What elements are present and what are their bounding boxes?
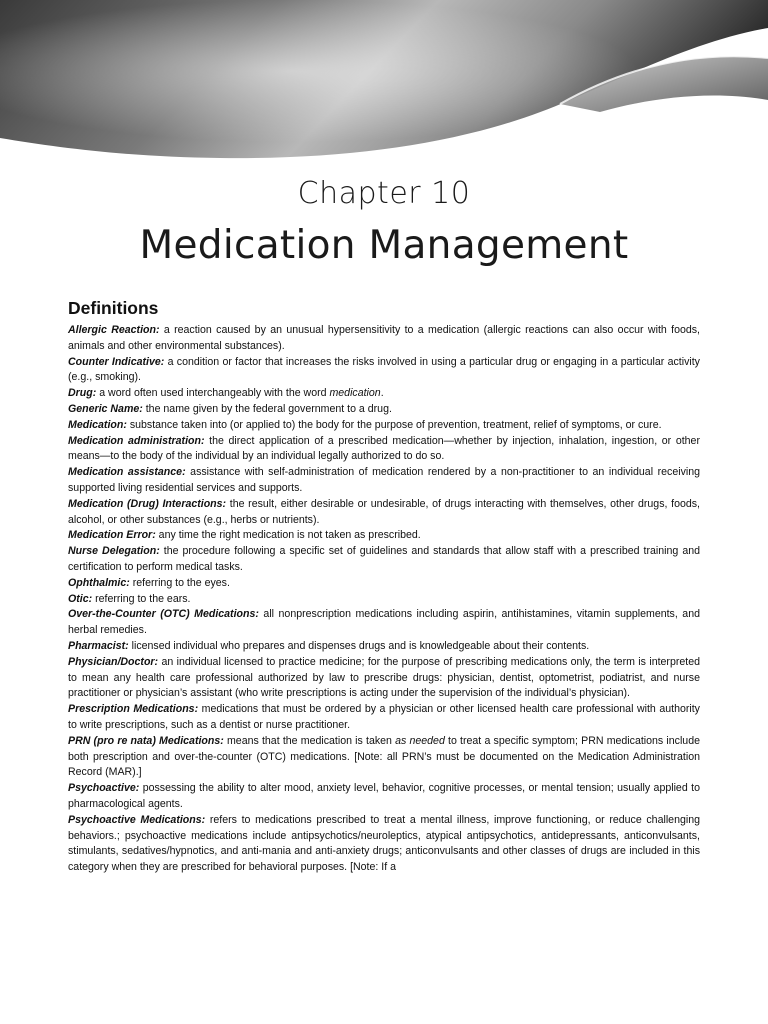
- definition-term: Allergic Reaction: [68, 324, 156, 336]
- definition-item: [68, 702, 700, 734]
- definition-text: a condition or factor that increases the risks involved in using a particular drug or engaging in a particular activity (e.g., smoking).: [68, 355, 700, 384]
- definition-term: Generic Name: [68, 402, 140, 415]
- definition-separator: :: [182, 466, 191, 479]
- definition-text: a word often used interchangeably with the word: [99, 387, 330, 400]
- definition-item: [68, 402, 700, 418]
- definition-item: [68, 528, 700, 544]
- definition-term: Over-the-Counter (OTC) Medications: [68, 608, 256, 621]
- chapter-header: [0, 172, 768, 274]
- definition-text: the name given by the federal government to a drug.: [145, 402, 392, 415]
- definition-term: Medication: [68, 418, 124, 431]
- definition-separator: :: [126, 576, 133, 589]
- definition-term: Psychoactive: [68, 782, 136, 795]
- definition-text-continued: .: [380, 387, 384, 400]
- definition-item: [68, 497, 700, 529]
- definition-text: the procedure following a specific set of guidelines and standards that allow staff with a prescribed training and certification to perform medical tasks.: [68, 545, 700, 573]
- definition-item: [68, 576, 700, 592]
- definition-item: [68, 655, 700, 702]
- definition-separator: :: [200, 434, 210, 447]
- definition-separator: :: [125, 639, 132, 652]
- definition-item: [68, 434, 700, 466]
- definition-term: Medication assistance: [68, 466, 183, 479]
- definition-item: [68, 781, 700, 813]
- definition-item: [68, 639, 700, 655]
- definition-separator: :: [156, 545, 164, 558]
- definition-emphasis: medication: [329, 387, 381, 400]
- definition-separator: :: [220, 734, 227, 747]
- definition-text: means that the medication is taken: [226, 734, 396, 747]
- definition-separator: :: [123, 418, 130, 431]
- definition-term: Otic: [68, 592, 89, 605]
- definition-separator: :: [160, 355, 168, 368]
- definition-term: Medication administration: [68, 434, 201, 447]
- definition-item: [68, 734, 700, 781]
- definition-term: Medication Error: [68, 529, 153, 542]
- definition-term: Physician/Doctor: [68, 655, 155, 668]
- definition-term: Counter Indicative: [68, 355, 161, 368]
- definition-item: [68, 418, 700, 434]
- definition-text: possessing the ability to alter mood, anxiety level, behavior, cognitive processes, or mental tension; usually applied to pharmacological agents.: [68, 782, 700, 810]
- definition-item: [68, 355, 700, 387]
- definition-text: refers to medications prescribed to treat a mental illness, improve functioning, or reduce challenging behaviors.; psychoactive medications include antipsychotics/neuroleptics, atypical antipsychotics, antidepressants, anticonvulsants, stimulants, sedatives/hypnotics, and anti-mania and anti-anxiety drugs; anticonvulsants and other classes of drugs are included in this category when they are prescribed for behavioral purposes. [Note: If a: [68, 813, 700, 874]
- definition-separator: :: [92, 387, 100, 400]
- definition-item: [68, 465, 700, 497]
- definition-term: Pharmacist: [68, 639, 126, 652]
- definition-separator: :: [152, 529, 159, 542]
- definition-term: Prescription Medications: [68, 703, 195, 716]
- definition-text: licensed individual who prepares and dispenses drugs and is knowledgeable about their contents.: [131, 639, 590, 652]
- main-content: [68, 297, 700, 876]
- definition-separator: :: [135, 782, 143, 795]
- definition-item: [68, 323, 700, 355]
- definition-separator: :: [154, 655, 162, 668]
- definition-separator: :: [201, 813, 210, 826]
- definition-text: the result, either desirable or undesirable, of drugs interacting with themselves, other drugs, foods, alcohol, or other substances (e.g., herbs or nutrients).: [68, 497, 700, 526]
- definition-text: referring to the ears.: [95, 592, 191, 605]
- definition-text: any time the right medication is not taken as prescribed.: [158, 529, 421, 542]
- definition-item: [68, 607, 700, 639]
- definition-separator: :: [155, 324, 164, 336]
- definition-emphasis: as needed: [395, 734, 445, 747]
- definition-term: PRN (pro re nata) Medications: [68, 734, 221, 747]
- chapter-title: Medication Management: [139, 223, 629, 268]
- definition-text: substance taken into (or applied to) the body for the purpose of prevention, treatment, relief of symptoms, or cure.: [129, 418, 662, 431]
- definition-text: medications that must be ordered by a physician or other licensed health care professional with authority to write prescriptions, such as a dentist or nurse practitioner.: [68, 703, 700, 731]
- definition-item: [68, 813, 700, 876]
- chapter-banner-graphic: [0, 0, 768, 170]
- definitions-list: [68, 323, 700, 876]
- definition-term: Medication (Drug) Interactions: [68, 497, 223, 510]
- definition-text: the direct application of a prescribed medication—whether by injection, inhalation, ingestion, or other means—to the body of the individual by an individual legally authorized to do so.: [68, 434, 700, 463]
- definition-text-continued: to treat a specific symptom; PRN medications include both prescription and over-the-counter (OTC) medications. [Note: all PRN’s must be documented on the Medication Administration Record (MAR).]: [68, 734, 700, 779]
- definition-item: [68, 544, 700, 576]
- definition-text: referring to the eyes.: [132, 576, 230, 589]
- definition-separator: :: [255, 608, 264, 621]
- definition-term: Psychoactive Medications: [68, 813, 202, 826]
- definition-separator: :: [88, 592, 96, 605]
- definition-term: Ophthalmic: [68, 576, 127, 589]
- definition-item: [68, 386, 700, 402]
- definition-separator: :: [222, 497, 230, 510]
- definition-term: Drug: [68, 387, 93, 400]
- definition-text: all nonprescription medications including aspirin, antihistamines, vitamin supplements, and herbal remedies.: [68, 608, 700, 637]
- definition-text: assistance with self-administration of medication rendered by a non-practitioner to an individual receiving supported living residential services and supports.: [68, 466, 700, 494]
- definition-term: Nurse Delegation: [68, 545, 157, 558]
- definition-text: a reaction caused by an unusual hypersensitivity to a medication (allergic reactions can also occur with foods, animals and other environmental substances).: [68, 324, 700, 352]
- definition-separator: :: [139, 402, 146, 415]
- definition-item: [68, 592, 700, 608]
- definition-separator: :: [194, 703, 202, 716]
- definition-text: an individual licensed to practice medicine; for the purpose of prescribing medications only, the term is interpreted to mean any health care professional authorized by law to prescribe drugs: physician, dentist, optometrist, podiatrist, and nurse practitioner or physician’s assistant (who write prescriptions is acting under the supervision of the individual’s physician).: [68, 655, 700, 700]
- chapter-number: Chapter 10: [297, 176, 471, 211]
- section-heading: Definitions: [68, 298, 159, 318]
